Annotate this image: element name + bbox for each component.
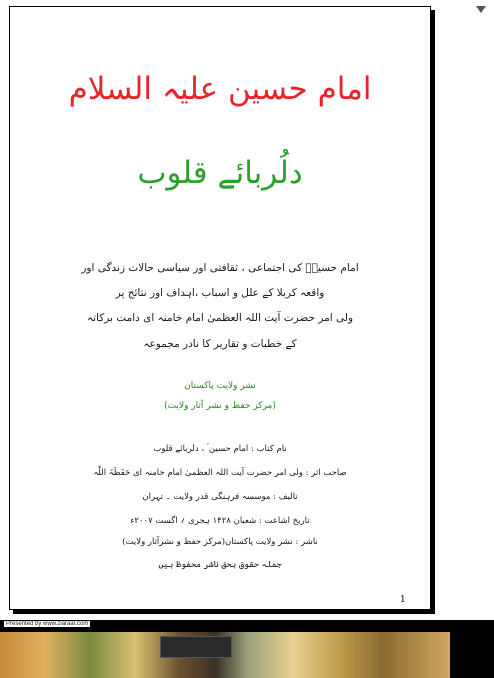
meta-book-name: نام کتاب : امام حسین ؑ ، دلربائے قلوب bbox=[153, 444, 287, 454]
meta-copyright: جملہ حقوق بحق ناشر محفوظ ہیں bbox=[158, 560, 282, 570]
meta-publisher: ناشر : نشر ولایت پاکستان(مرکز حفظ و نشرآثار ولایت) bbox=[122, 537, 318, 547]
publisher-name: نشر ولایت پاکستان bbox=[184, 381, 256, 391]
description-line: واقعہ کربلا کے علل و اسباب ،اہداف اور نتائج پر bbox=[115, 287, 325, 299]
page-title: امام حسین علیہ السلام bbox=[68, 71, 372, 107]
document-page bbox=[9, 6, 431, 610]
publisher-subtitle: (مرکز حفظ و نشر آثار ولایت) bbox=[164, 401, 276, 411]
chevron-down-icon[interactable] bbox=[476, 6, 486, 13]
meta-date: تاریخ اشاعت : شعبان ۱۴۲۸ ہجری ؍ اگست ۲۰۰۷ء bbox=[130, 516, 310, 526]
meta-author: صاحب اثر : ولی امر حضرت آیت اللہ العظمیٰ امام خامنہ ای حَفَظَہُ اللّٰہ bbox=[93, 468, 347, 478]
presented-by-link[interactable]: Presented by www.ziaraat.com bbox=[6, 621, 89, 627]
description-line: امام حسینؑ کی اجتماعی ، ثقافتی اور سیاسی حالات زندگی اور bbox=[81, 262, 359, 274]
banner-emblem bbox=[160, 636, 232, 658]
meta-compiler: تالیف : موسسہ فرہنگی قدر ولایت ۔ تہران bbox=[142, 492, 298, 502]
description-line: ولی امر حضرت آیت اللہ العظمیٰ امام خامنہ ای دامت برکاتہ bbox=[86, 312, 354, 324]
page-subtitle: دلُربائے قلوب bbox=[137, 155, 303, 191]
description-line: کے خطبات و تقاریر کا نادر مجموعہ bbox=[143, 338, 297, 350]
page-number: 1 bbox=[400, 595, 406, 605]
